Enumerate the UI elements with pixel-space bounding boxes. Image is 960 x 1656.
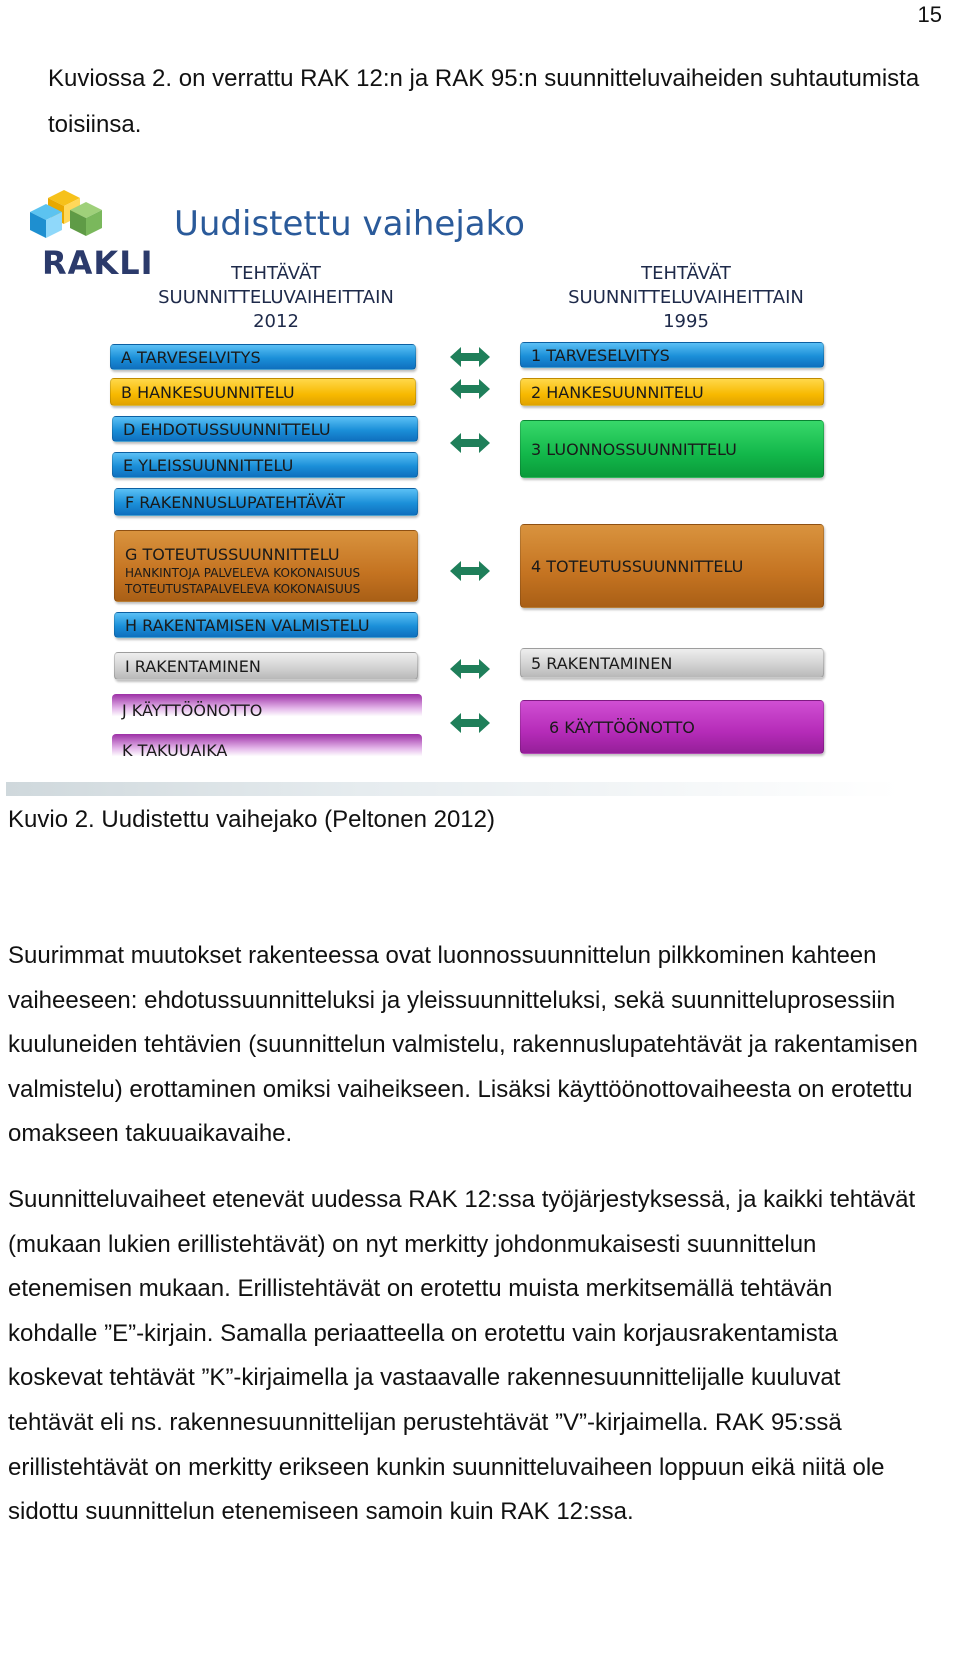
- intro-text: Kuviossa 2. on verrattu RAK 12:n ja RAK 95:n suunnitteluvaiheiden suhtautumista toisiinsa.: [48, 65, 920, 138]
- phase-label: 6 KÄYTTÖÖNOTTO: [549, 717, 695, 737]
- phase-2012-i: [114, 652, 418, 680]
- phase-label: 5 RAKENTAMINEN: [531, 653, 673, 673]
- phase-label: D EHDOTUSSUUNNITTELU: [123, 419, 331, 439]
- paragraph: Suunnitteluvaiheet etenevät uudessa RAK 12:ssa työjärjestyksessä, ja kaikki tehtävät (mukaan lukien erillistehtävät) on nyt merkitty johdonmukaisesti suunnittelun etenemisen mukaan. Erillistehtävät on erotettu muista merkitsemällä tehtävän kohdalle ”E”-kirjain. Samalla periaatteella on erotettu vain korjausrakentamista koskevat tehtävät ”K”-kirjaimella ja vastaavalle rakennesuunnittelijalle kuuluvat tehtävät eli ns. rakennesuunnittelijan perustehtävät ”V”-kirjaimella. RAK 95:ssä erillistehtävät on merkitty erikseen kunkin suunnitteluvaiheen loppuun eikä niitä ole sidottu suunnittelun etenemiseen samoin kuin RAK 12:ssa.: [8, 1186, 916, 1526]
- phase-2012-a: [110, 344, 416, 370]
- figure-caption: Kuvio 2. Uudistettu vaihejako (Peltonen 2012): [8, 806, 495, 833]
- phase-2012-b: [110, 378, 416, 406]
- phase-1995-4: [520, 524, 824, 608]
- figure-floor: [6, 782, 900, 796]
- phase-2012-h: [114, 612, 418, 638]
- double-arrow-icon: [450, 346, 490, 368]
- left-header-line: TEHTÄVÄT: [231, 263, 321, 284]
- phase-label: 1 TARVESELVITYS: [531, 345, 670, 365]
- phase-1995-2: [520, 378, 824, 406]
- double-arrow-icon: [450, 378, 490, 400]
- right-header-line: SUUNNITTELUVAIHEITTAIN: [568, 287, 804, 308]
- double-arrow-icon: [450, 658, 490, 680]
- phase-2012-d: [112, 416, 418, 442]
- phase-label: K TAKUUAIKA: [122, 740, 228, 760]
- double-arrow-icon: [450, 432, 490, 454]
- right-column-header: [536, 262, 836, 334]
- paragraph: Suurimmat muutokset rakenteessa ovat luonnossuunnittelun pilkkominen kahteen vaiheeseen: ehdotussuunnitteluksi ja yleissuunnitteluksi, sekä suunnitteluprosessiin kuuluneiden tehtävien (suunnittelun valmistelu, rakennuslupatehtävät ja rakentamisen valmistelu) erottaminen omiksi vaiheikseen. Lisäksi käyttöönottovaiheesta on erotettu omakseen takuuaikavaihe.: [8, 942, 918, 1148]
- phase-label: H RAKENTAMISEN VALMISTELU: [125, 615, 370, 635]
- phase-2012-f: [114, 488, 418, 516]
- phase-label: 2 HANKESUUNNITELU: [531, 382, 704, 402]
- phase-sub-label: HANKINTOJA PALVELEVA KOKONAISUUS: [125, 566, 361, 580]
- phase-label: F RAKENNUSLUPATEHTÄVÄT: [125, 492, 346, 512]
- phase-label: 4 TOTEUTUSSUUNNITTELU: [531, 556, 744, 576]
- phase-2012-j: [112, 694, 422, 726]
- phase-label: 3 LUONNOSSUUNNITTELU: [531, 439, 737, 459]
- rakli-logo: [20, 184, 154, 282]
- left-header-line: SUUNNITTELUVAIHEITTAIN: [158, 287, 394, 308]
- phase-label: E YLEISSUUNNITTELU: [123, 455, 294, 475]
- double-arrow-icon: [450, 560, 490, 582]
- double-arrow-icon: [450, 712, 490, 734]
- page-number: 15: [917, 2, 942, 27]
- phase-label: J KÄYTTÖÖNOTTO: [122, 700, 263, 720]
- phase-label: G TOTEUTUSSUUNNITTELU: [125, 545, 340, 564]
- phase-1995-5: [520, 648, 824, 678]
- logo-text: RAKLI: [42, 244, 154, 282]
- phase-1995-6: [520, 700, 824, 754]
- phase-2012-g: [114, 530, 418, 602]
- right-header-line: 1995: [663, 311, 709, 332]
- left-header-line: 2012: [253, 311, 299, 332]
- phase-1995-1: [520, 342, 824, 368]
- phase-2012-k: [112, 734, 422, 766]
- figure-phase-comparison: [6, 178, 900, 818]
- phase-label: A TARVESELVITYS: [121, 347, 261, 367]
- phase-2012-e: [112, 452, 418, 478]
- phase-label: I RAKENTAMINEN: [125, 656, 261, 676]
- phase-label: B HANKESUUNNITELU: [121, 382, 295, 402]
- right-header-line: TEHTÄVÄT: [641, 263, 731, 284]
- left-column-header: [126, 262, 426, 334]
- phase-sub-label: TOTEUTUSTAPALVELEVA KOKONAISUUS: [125, 582, 361, 596]
- phase-1995-3: [520, 420, 824, 478]
- figure-title: Uudistettu vaihejako: [174, 204, 525, 244]
